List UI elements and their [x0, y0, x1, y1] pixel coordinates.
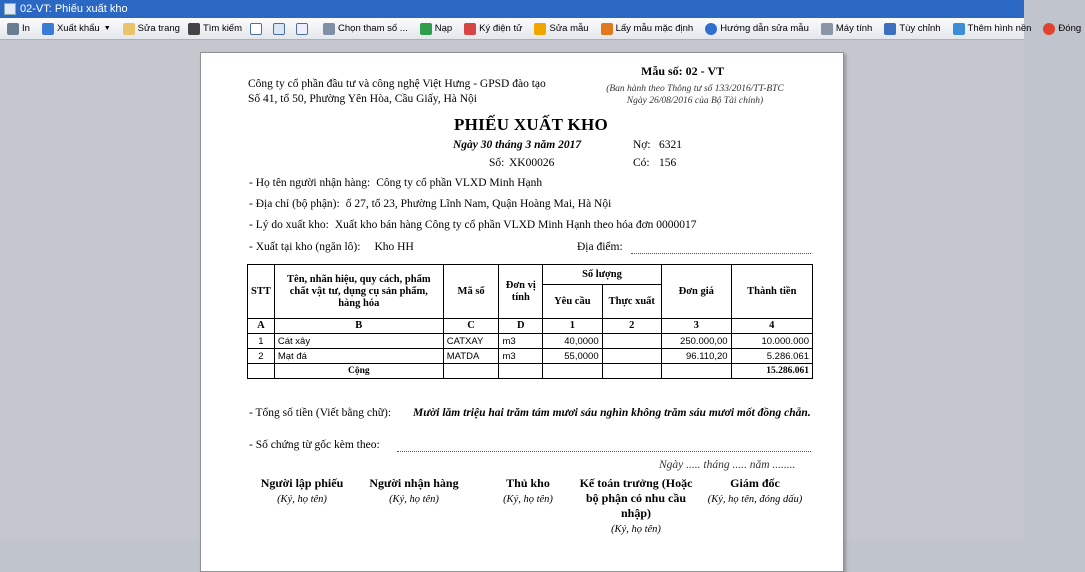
place-label: Địa điểm:	[577, 241, 623, 253]
template-icon	[534, 23, 546, 35]
credit-label: Có:	[633, 157, 650, 169]
receiver-value: Công ty cổ phần VLXD Minh Hạnh	[376, 177, 543, 189]
warehouse-field: - Xuất tại kho (ngăn lô): Kho HH	[249, 241, 414, 253]
params-button[interactable]: Chọn tham số ...	[319, 20, 412, 38]
chevron-down-icon: ▼	[103, 25, 111, 32]
help-icon	[705, 23, 717, 35]
place-dotted-line	[631, 253, 811, 254]
signature-icon	[464, 23, 476, 35]
page-icon	[250, 23, 262, 35]
export-button[interactable]: Xuất khẩu ▼	[38, 20, 115, 38]
total-label: Cộng	[274, 364, 443, 379]
table-row: 2 Mạt đá MATDA m3 55,0000 96.110,20 5.286.061	[248, 349, 813, 364]
close-icon	[1043, 23, 1055, 35]
header-name: Tên, nhãn hiệu, quy cách, phẩm chất vật tư, dụng cụ sản phẩm, hàng hóa	[274, 265, 443, 319]
printer-icon	[7, 23, 19, 35]
amount-words-label: - Tổng số tiền (Viết bằng chữ):	[249, 407, 392, 419]
debit-account: 6321	[659, 139, 682, 151]
edit-page-button[interactable]: Sửa trang	[119, 20, 184, 38]
header-amount: Thành tiền	[731, 265, 812, 319]
form-note: (Ban hành theo Thông tư số 133/2016/TT-BTC Ngày 26/08/2016 của Bộ Tài chính)	[606, 84, 784, 106]
header-price: Đơn giá	[661, 265, 731, 319]
default-template-button[interactable]: Lấy mẫu mặc định	[597, 20, 698, 38]
sign-date: Ngày ..... tháng ..... năm ........	[659, 459, 796, 471]
report-page	[200, 52, 844, 572]
amount-in-words: Mười lăm triệu hai trăm tám mươi sáu nghìn không trăm sáu mươi mốt đồng chẵn.	[413, 407, 811, 419]
column-code-row: A B C D 1 2 3 4	[248, 319, 813, 334]
app-icon	[4, 3, 16, 15]
close-button[interactable]: Đóng	[1039, 20, 1085, 38]
signature-storekeeper: Thủ kho (Ký, họ tên)	[503, 476, 553, 505]
find-button[interactable]: Tìm kiếm	[184, 20, 246, 38]
zoom-icon	[296, 23, 308, 35]
header-unit: Đơn vị tính	[499, 265, 543, 319]
header-qty: Số lượng	[543, 265, 662, 285]
company-block	[248, 77, 546, 107]
credit-account: 156	[659, 157, 677, 169]
voucher-dotted-line	[397, 451, 811, 452]
total-row	[248, 364, 813, 379]
signature-receiver: Người nhận hàng (Ký, họ tên)	[369, 476, 459, 505]
address-value: ố 27, tổ 23, Phường Lĩnh Nam, Quận Hoàng Mai, Hà Nội	[345, 198, 612, 210]
document-number: XK00026	[509, 157, 555, 169]
load-button[interactable]: Nạp	[416, 20, 456, 38]
report-viewer[interactable]	[0, 40, 1024, 541]
pages-icon	[273, 23, 285, 35]
default-template-icon	[601, 23, 613, 35]
total-amount: 15.286.061	[731, 364, 812, 379]
calculator-icon	[821, 23, 833, 35]
table-row: 1 Cát xây CATXAY m3 40,0000 250.000,00 10.000.000	[248, 334, 813, 349]
company-address: Số 41, tổ 50, Phường Yên Hòa, Cầu Giấy, Hà Nội	[248, 93, 477, 105]
customize-icon	[884, 23, 896, 35]
form-number: Mẫu số: 02 - VT	[641, 64, 725, 78]
toolbar	[0, 18, 1082, 40]
print-button[interactable]: In	[3, 20, 34, 38]
signature-director: Giám đốc (Ký, họ tên, đóng dấu)	[707, 476, 803, 505]
export-icon	[42, 23, 54, 35]
document-title: PHIẾU XUẤT KHO	[453, 115, 609, 134]
multi-page-button[interactable]	[269, 20, 292, 38]
edit-template-button[interactable]: Sửa mẫu	[530, 20, 592, 38]
items-table	[247, 264, 813, 379]
address-field: - Địa chỉ (bộ phận): ố 27, tổ 23, Phường Lĩnh Nam, Quận Hoàng Mai, Hà Nội	[249, 198, 612, 210]
single-page-button[interactable]	[246, 20, 269, 38]
header-qty-requested: Yêu cầu	[543, 285, 603, 319]
header-code: Mã số	[443, 265, 499, 319]
company-name: Công ty cổ phần đầu tư và công nghệ Việt Hưng - GPSD đào tạo	[248, 78, 546, 90]
zoom-button[interactable]	[292, 20, 315, 38]
e-sign-button[interactable]: Ký điện tử	[460, 20, 526, 38]
reason-value: Xuất kho bán hàng Công ty cổ phần VLXD Minh Hạnh theo hóa đơn 0000017	[334, 219, 697, 231]
header-stt: STT	[248, 265, 275, 319]
receiver-field: - Họ tên người nhận hàng: Công ty cổ phần VLXD Minh Hạnh	[249, 177, 543, 189]
voucher-label: - Số chứng từ gốc kèm theo:	[249, 439, 380, 451]
debit-label: Nợ:	[633, 139, 651, 151]
reason-field: - Lý do xuất kho: Xuất kho bán hàng Công ty cổ phần VLXD Minh Hạnh theo hóa đơn 0000017	[249, 219, 697, 231]
window-title: 02-VT: Phiếu xuất kho	[20, 3, 128, 15]
document-number-label: Số:	[489, 157, 505, 169]
signature-preparer: Người lập phiếu (Ký, họ tên)	[260, 476, 344, 505]
signature-chief-accountant: Kế toán trưởng (Hoặc bộ phận có nhu cầu nhập) (Ký, họ tên)	[579, 476, 693, 535]
document-date: Ngày 30 tháng 3 năm 2017	[453, 139, 582, 151]
window-titlebar	[0, 0, 1024, 18]
edit-page-icon	[123, 23, 135, 35]
refresh-icon	[420, 23, 432, 35]
add-image-button[interactable]: Thêm hình nền	[949, 20, 1036, 38]
calculator-button[interactable]: Máy tính	[817, 20, 876, 38]
image-icon	[953, 23, 965, 35]
edit-guide-button[interactable]: Hướng dẫn sửa mẫu	[701, 20, 813, 38]
params-icon	[323, 23, 335, 35]
header-qty-actual: Thực xuất	[602, 285, 661, 319]
customize-button[interactable]: Tùy chỉnh	[880, 20, 944, 38]
binoculars-icon	[188, 23, 200, 35]
warehouse-value: Kho HH	[374, 241, 414, 253]
